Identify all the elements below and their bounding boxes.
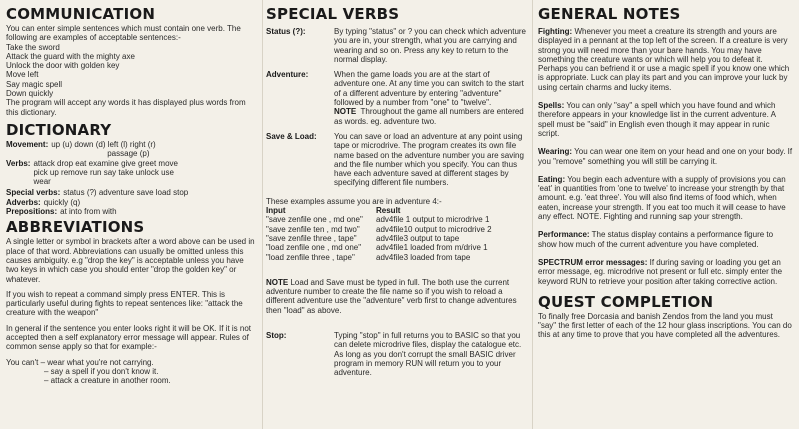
abbreviations-paragraph: In general if the sentence you enter looks right it will be OK. If it is not accepted then a self explanatory error message will appear. Rules of common sense apply so that for example:- (6, 323, 252, 352)
stop-entry (266, 331, 526, 377)
saveload-entry (266, 132, 526, 188)
rule-line: – say a spell if you don't know it. (44, 366, 159, 376)
communication-intro: You can enter simple sentences which must contain one verb. The following are examples of acceptable sentences:- (6, 24, 241, 43)
example-result: adv4file3 output to tape (376, 233, 460, 243)
spells-label: Spells: (538, 101, 565, 111)
spacer (266, 188, 526, 197)
example-sentence: Attack the guard with the mighty axe (6, 51, 135, 61)
movement-words: up (u) down (d) left (l) right (r) (51, 139, 156, 149)
special-verbs-label: Special verbs: (6, 188, 61, 198)
example-input: "save zenfile one , md one" (266, 215, 363, 225)
column-left (0, 0, 262, 429)
example-sentence: Take the sword (6, 42, 60, 52)
special-verb-words: status (?) adventure save load stop (63, 188, 189, 198)
spectrum-note (538, 258, 793, 286)
stop-text: Typing "stop" in full returns you to BASIC so that you can delete microdrive files, display the catalogue etc. As long as you don't corrupt the small BASIC driver program in memory RUN will return you to your adventure. (334, 331, 522, 378)
movement-words: passage (p) (107, 149, 150, 159)
note-text: Throughout the game all numbers are entered as words. eg. adventure two. (334, 107, 524, 126)
wearing-label: Wearing: (538, 147, 573, 157)
note-text: Load and Save must be typed in full. The both use the current adventure number to create the file name so if you wish to reload a different adventure use the "adventure" verb first to change adventures then "load" as above. (266, 277, 517, 315)
example-result: adv4file3 loaded from tape (376, 252, 471, 262)
dictionary-heading: DICTIONARY (6, 120, 112, 139)
adventure-note (334, 107, 526, 126)
column-middle (264, 0, 532, 429)
wearing-note (538, 147, 793, 166)
adverbs-label: Adverbs: (6, 197, 41, 207)
column-header-result: Result (376, 206, 401, 216)
example-input: "load zenfile one , md one" (266, 243, 362, 253)
performance-text: The status display contains a performance figure to show how much of the current adventure you have completed. (538, 230, 774, 249)
wearing-text: You can wear one item on your head and one on your body. If you "remove" something you will still be carrying it. (538, 147, 793, 166)
rule-line: – attack a creature in another room. (44, 376, 171, 386)
abbreviations-heading: ABBREVIATIONS (6, 218, 145, 237)
example-input: "save zenfile three , tape" (266, 233, 357, 243)
spectrum-label: SPECTRUM error messages: (538, 257, 648, 267)
fighting-label: Fighting: (538, 27, 573, 36)
prepositions-label: Prepositions: (6, 207, 58, 217)
general-notes-section (538, 6, 793, 286)
status-label: Status (?): (266, 27, 306, 36)
eating-label: Eating: (538, 174, 566, 184)
preposition-words: at into from with (60, 207, 117, 217)
eating-note (538, 175, 793, 221)
verb-words: wear (33, 177, 51, 187)
communication-outro: The program will accept any words it has displayed plus words from this dictionary. (6, 98, 246, 117)
communication-heading: COMMUNICATION (6, 5, 156, 23)
spells-note (538, 101, 793, 138)
abbreviations-section (6, 219, 258, 385)
load-save-note (266, 278, 526, 315)
examples-intro: These examples assume you are in adventure 4:- (266, 196, 442, 206)
spacer (538, 166, 793, 175)
save-load-examples-table (266, 206, 526, 262)
quest-completion-text: To finally free Dorcasia and banish Zendos from the land you must "say" the first letter of each of the 12 hour glass inscriptions. You can do this at any time to prove that you have completed all the adventures. (538, 311, 792, 340)
dictionary-section (6, 122, 258, 216)
note-label: NOTE (334, 107, 357, 117)
verbs-label: Verbs: (6, 158, 31, 168)
rule-line: You can't – wear what you're not carrying. (6, 357, 154, 367)
saveload-label: Save & Load: (266, 131, 317, 141)
fighting-note (538, 27, 793, 92)
abbreviations-paragraph: A single letter or symbol in brackets after a word above can be used in place of that word. Abbreviations can usually be omitted unless this causes ambiguity. e.g "drop the key" is acceptable unless you have two keys in which case you should enter "drop the golden key" or whatever. (6, 237, 255, 284)
adverb-words: quickly (q) (43, 197, 81, 207)
verb-words: pick up remove run say take unlock use (33, 167, 174, 177)
general-notes-heading: GENERAL NOTES (538, 5, 681, 23)
fold-line (262, 0, 263, 429)
dictionary-special (6, 188, 258, 197)
abbreviations-paragraph: If you wish to repeat a command simply press ENTER. This is particularly useful during fights to repeat sentences like: "attack the creature with the weapon" (6, 289, 243, 318)
special-verbs-heading: SPECIAL VERBS (266, 5, 400, 23)
fighting-text: Whenever you meet a creature its strength and yours are displayed in a pennant at the top left of the screen. If a creature is very strong you will need more than your bare hands. You may have something the creature wants or which will help you to defeat it. Perhaps you can befriend it or use a magic spell if you know one which is appropriate. Luck can play its part and you can improve your luck by using certain charms and lucky items. (538, 27, 790, 92)
adventure-entry (266, 70, 526, 126)
spacer (538, 138, 793, 147)
communication-section (6, 6, 258, 117)
spells-text: You can only "say" a spell which you have found and which therefore appears in your knowledge list in the current adventure. A spell must be "said" in English even though it may appear in runic script. (538, 101, 776, 138)
status-entry (266, 27, 526, 64)
dictionary-verbs (6, 159, 258, 187)
quest-completion-section (538, 294, 793, 340)
spectrum-text: If during saving or loading you get an error message, eg. microdrive not present or full etc. simply enter the keyword RUN to retrieve your position after taking corrective action. (538, 257, 783, 286)
column-header-input: Input (266, 206, 286, 216)
special-verbs-section (266, 6, 526, 378)
movement-label: Movement: (6, 139, 49, 149)
example-result: adv4file 1 output to microdrive 1 (376, 215, 490, 225)
status-text: By typing "status" or ? you can check which adventure you are in, your strength, what you are carrying and wearing and so on. Press any key to return to the normal display. (334, 27, 527, 64)
example-sentence: Unlock the door with golden key (6, 61, 120, 71)
dictionary-movement (6, 140, 258, 159)
adventure-text: When the game loads you are at the start of adventure one. At any time you can switch to the start of a different adventure by entering "adventure" followed by a number from "one" to "twelve". (334, 70, 524, 108)
adventure-label: Adventure: (266, 70, 309, 80)
quest-completion-heading: QUEST COMPLETION (538, 292, 714, 311)
example-input: "load zenfile three , tape" (266, 252, 355, 262)
spacer (538, 92, 793, 101)
example-result: adv4file10 output to microdrive 2 (376, 224, 492, 234)
performance-note (538, 230, 793, 249)
example-input: "save zenfile ten , md two" (266, 224, 360, 234)
example-sentence: Move left (6, 70, 39, 80)
verb-words: attack drop eat examine give greet move (33, 158, 178, 168)
eating-text: You begin each adventure with a supply of provisions you can 'eat' in quantities from 'one to twelve' to increase your strength by that amount. e.g. 'eat three'. You will also find items of food which, when eaten, increase your strength. If you eat too much it will cease to have any effect. NOTE. Fighting and running sap your strength. (538, 174, 786, 222)
spacer (538, 221, 793, 230)
column-right (534, 0, 799, 429)
example-sentence: Say magic spell (6, 79, 63, 89)
spacer (538, 249, 793, 258)
performance-label: Performance: (538, 230, 590, 240)
example-sentence: Down quickly (6, 89, 54, 99)
fold-line (532, 0, 533, 429)
spacer (266, 262, 526, 278)
note-label: NOTE (266, 277, 289, 287)
saveload-text: You can save or load an adventure at any point using tape or microdrive. The program creates its own file name based on the adventure number you are saving and the file number which you specify. You can thus have each adventure saved at different stages by specifying different file numbers. (334, 131, 524, 188)
example-result: adv4file1 loaded from m/drive 1 (376, 243, 488, 253)
dictionary-adverbs (6, 198, 258, 207)
dictionary-prepositions (6, 207, 258, 216)
spacer (266, 315, 526, 331)
stop-label: Stop: (266, 331, 287, 341)
